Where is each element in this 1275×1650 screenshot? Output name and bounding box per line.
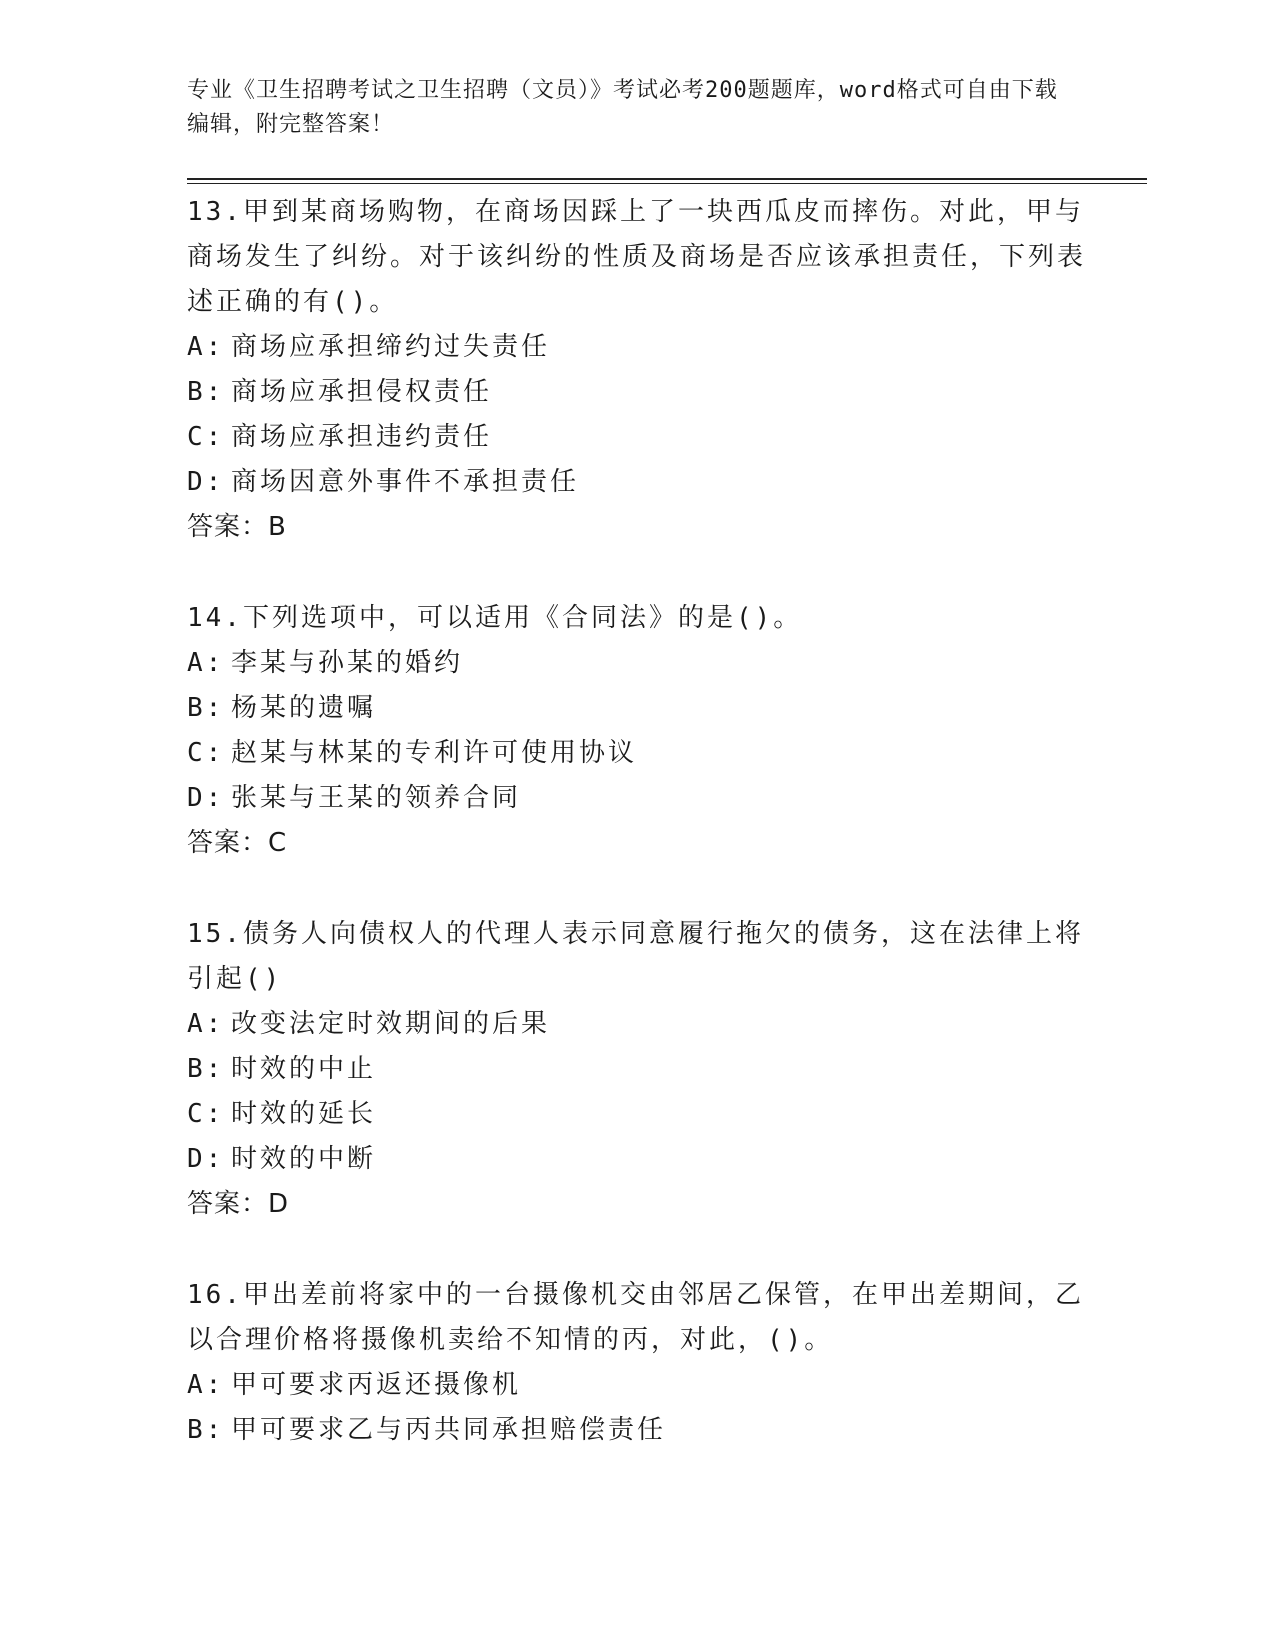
option-key: C: <box>187 1099 225 1129</box>
option-key: C: <box>187 422 225 452</box>
question-text: 14.下列选项中，可以适用《合同法》的是()。 <box>187 603 803 633</box>
option-b <box>187 686 1087 731</box>
option-key: B: <box>187 693 225 723</box>
option-key: B: <box>187 1054 225 1084</box>
option-key: C: <box>187 738 225 768</box>
option-text: 甲可要求丙返还摄像机 <box>231 1370 522 1400</box>
option-text: 商场因意外事件不承担责任 <box>231 467 580 497</box>
option-key: D: <box>187 783 225 813</box>
question-text: 15.债务人向债权人的代理人表示同意履行拖欠的债务，这在法律上将引起() <box>187 919 1084 994</box>
option-d <box>187 1137 1087 1182</box>
question-text: 13.甲到某商场购物，在商场因踩上了一块西瓜皮而摔伤。对此，甲与商场发生了纠纷。对于该纠纷的性质及商场是否应该承担责任，下列表述正确的有()。 <box>187 197 1087 317</box>
option-text: 李某与孙某的婚约 <box>231 648 464 678</box>
option-text: 杨某的遗嘱 <box>231 693 377 723</box>
option-c <box>187 731 1087 776</box>
question-16 <box>187 1273 1087 1453</box>
option-a <box>187 325 1087 370</box>
question-14 <box>187 596 1087 866</box>
option-b <box>187 1047 1087 1092</box>
document-header: 专业《卫生招聘考试之卫生招聘（文员）》考试必考200题题库，word格式可自由下载编辑，附完整答案！ <box>187 78 1058 137</box>
question-13 <box>187 190 1087 550</box>
question-15 <box>187 912 1087 1227</box>
option-c <box>187 1092 1087 1137</box>
answer: 答案：C <box>187 828 288 858</box>
option-c <box>187 415 1087 460</box>
option-text: 张某与王某的领养合同 <box>231 783 522 813</box>
option-d <box>187 460 1087 505</box>
option-text: 商场应承担缔约过失责任 <box>231 332 551 362</box>
question-list <box>187 190 1087 1499</box>
option-b <box>187 370 1087 415</box>
option-text: 改变法定时效期间的后果 <box>231 1009 551 1039</box>
header-divider <box>187 178 1147 180</box>
option-key: A: <box>187 648 225 678</box>
option-key: D: <box>187 467 225 497</box>
option-d <box>187 776 1087 821</box>
option-text: 时效的延长 <box>231 1099 377 1129</box>
option-key: D: <box>187 1144 225 1174</box>
question-text: 16.甲出差前将家中的一台摄像机交由邻居乙保管，在甲出差期间，乙以合理价格将摄像机卖给不知情的丙，对此，()。 <box>187 1280 1084 1355</box>
option-text: 赵某与林某的专利许可使用协议 <box>231 738 638 768</box>
option-key: A: <box>187 1370 225 1400</box>
answer: 答案：B <box>187 512 287 542</box>
option-key: B: <box>187 377 225 407</box>
option-a <box>187 1363 1087 1408</box>
option-text: 甲可要求乙与丙共同承担赔偿责任 <box>231 1415 667 1445</box>
header-divider-thin <box>187 183 1147 184</box>
option-a <box>187 641 1087 686</box>
option-text: 商场应承担侵权责任 <box>231 377 493 407</box>
option-text: 时效的中止 <box>231 1054 377 1084</box>
option-text: 商场应承担违约责任 <box>231 422 493 452</box>
option-key: A: <box>187 1009 225 1039</box>
option-b <box>187 1408 1087 1453</box>
option-key: A: <box>187 332 225 362</box>
option-text: 时效的中断 <box>231 1144 377 1174</box>
option-a <box>187 1002 1087 1047</box>
option-key: B: <box>187 1415 225 1445</box>
answer: 答案：D <box>187 1189 290 1219</box>
